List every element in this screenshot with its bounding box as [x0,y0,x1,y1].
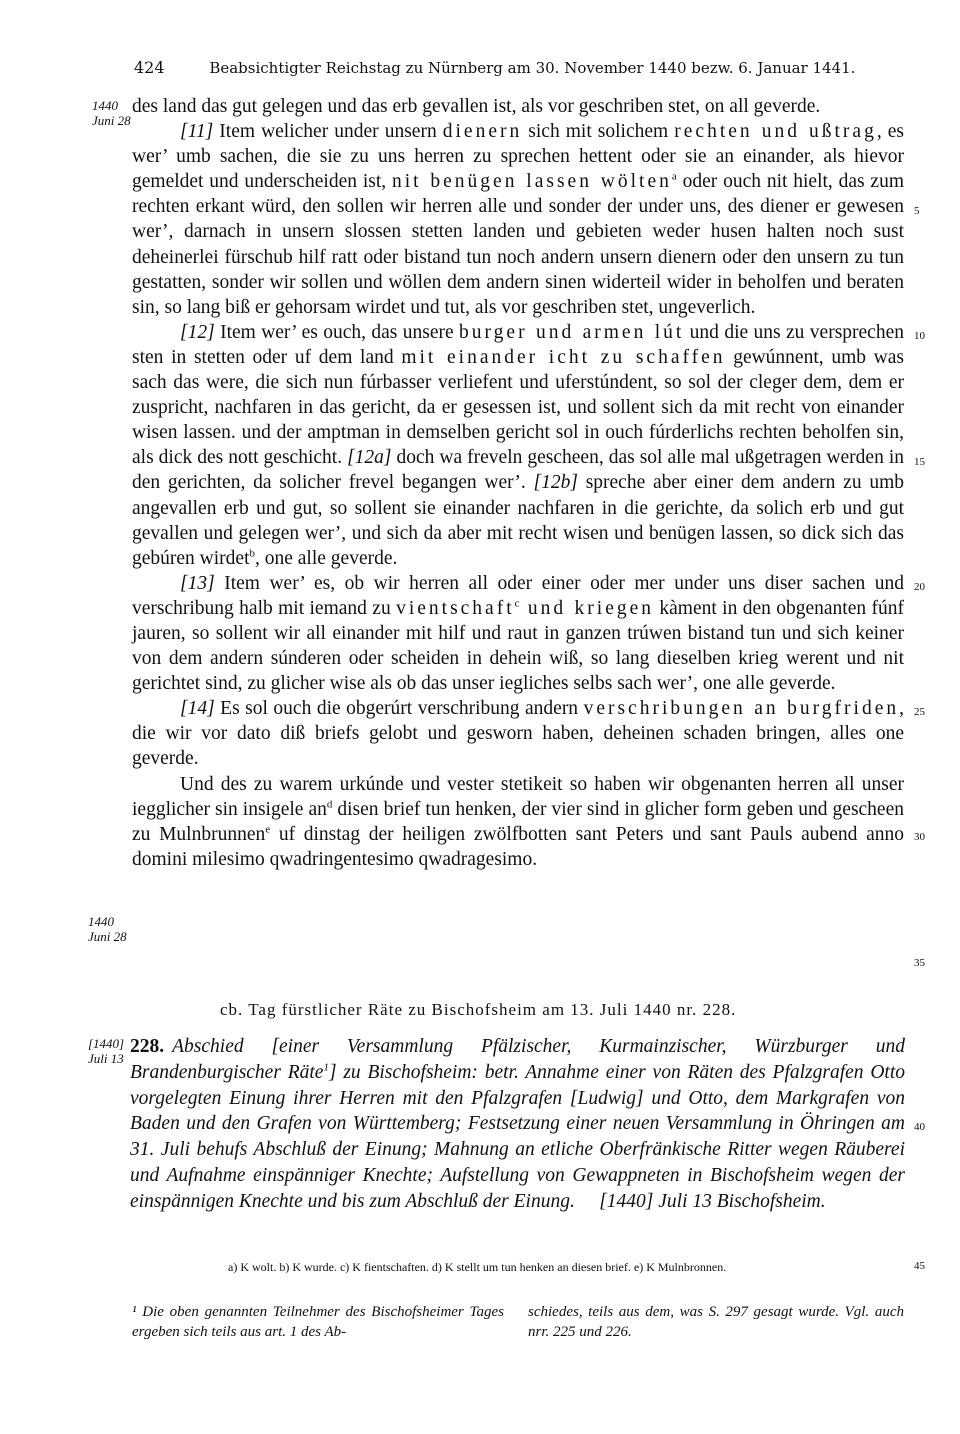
spaced-text: dienern [442,121,523,143]
text: kàment in den obgenanten fúnf jauren, so sollent wir all einander mit hilf und raut in ganzen trúwen bistand tun und sich keiner von dem andern súnderen oder scheiden in dehein wiß, so lang dieselben krieg werent und nit gerichtet sind, zu glicher wise als ob das unser iegliches selbs sach wer’, one alle geverde. [132,597,904,695]
entry-date-place: [1440] Juli 13 Bischofsheim. [599,1190,826,1212]
entry-regest: Abschied [einer Versammlung Pfälzischer, Kurmainzischer, Würzburger und Brandenburgischer Räte [130,1036,905,1083]
spaced-text: mit einander icht zu schaffen [401,346,726,368]
text: sich mit solichem [522,121,675,143]
text: Es sol ouch die obgerúrt verschribung andern [214,698,584,720]
text: oder ouch nit hielt, das zum rechten erkant würd, den sollen wir herren alle und sonder der under uns, des diener er gewesen wer’, darnach in unsern slossen stetten landen und gebieten weder husen halten noch sust deheinerlei fürschub hilf ratt oder bistand tun noch andern unsern dienern oder den unsern zu tun gestatten, sonder wir sollen und wöllen dem andern sinen widerteil wider in beholfen und beraten sin, so lang biß er gehorsam wirdet und tut, als vor geschriben stet, ungeverlich. [132,171,905,318]
section-number: [12] [180,321,215,343]
margin-year: [1440] [88,1036,125,1051]
margin-date-top [92,98,131,128]
document-entry-228 [130,1034,905,1215]
line-number: 40 [914,1121,925,1133]
text: , die wir vor dato diß briefs gelobt und gesworn haben, deheinen schaden bringen, alles one geverde. [132,698,904,770]
margin-year: 1440 [88,914,114,929]
spaced-text: nit benügen lassen wölten [391,171,672,193]
text: Item welicher under unsern [213,121,443,143]
entry-regest-cont: ] zu Bischofsheim: betr. Annahme einer von Räten des Pfalzgrafen Otto vorgelegten Einung ihrer Herren mit den Pfalzgrafen [Ludwig] und Otto, dem Markgrafen von Baden und den Grafen von Württemberg; Festsetzung einer neuen Versammlung in Öhringen am 31. Juli behufs Abschluß der Einung; Mahnung an etliche Oberfränkische Ritter wegen Räuberei und Aufnahme einspänniger Knechte; Aufstellung von Gewappneten in Bischofsheim wegen der einspännigen Knechte und bis zum Abschluß der Einung. [130,1061,905,1212]
text: Item wer’ es, ob wir herren all oder einer oder mer under uns diser sachen und verschribung halb mit iemand zu [132,572,904,619]
section-number: [12a] [347,447,392,469]
margin-day: Juni 28 [92,113,131,128]
footnote-ref-c: c [514,597,520,610]
running-header [134,58,856,77]
line-number: 35 [914,957,925,969]
text: , es wer’ umb sachen, die sie zu uns herren zu sprechen hettent oder sie an einander, als hievor gemeldet und underscheiden ist, [132,121,904,193]
footnote-ref-b: b [249,547,255,560]
paragraph-12 [132,320,904,571]
main-text [132,94,904,872]
text: gewúnnent, umb was sach das were, die sich nun fúrbasser verliefent und uferstúndent, so sol der cleger dem, dem er zuspricht, nachfaren in das gericht, da er gesessen ist, und sollent sich da mit recht von einander wisen lassen. und der amptman in demselben gericht sol in ouch fúrderlichs rechten beholfen sin, als dick des nott geschicht. [132,346,904,469]
page-number: 424 [134,58,165,77]
text: disen brief tun henken, der vier sind in glicher form geben und gescheen zu Mulnbrunnen [132,798,904,845]
apparatus-text: a) K wolt. b) K wurde. c) K fientschaften. d) K stellt um tun henken an diesen brief. e) K Mulnbronnen. [228,1260,727,1274]
spaced-text: und kriegen [519,597,655,619]
footnote-1-right: schiedes, teils aus dem, was S. 297 gesagt wurde. Vgl. auch nrr. 225 und 226. [528,1304,904,1340]
spaced-text: burger und armen lút [459,321,685,343]
text: , one alle geverde. [255,547,398,569]
section-heading: cb. Tag fürstlicher Räte zu Bischofsheim am 13. Juli 1440 nr. 228. [220,1000,737,1019]
text: und die uns zu versprechen sten in stetten oder uf dem land [132,321,904,368]
footnote-ref-e: e [265,823,271,836]
entry-number: 228. [130,1036,165,1057]
line-number: 45 [914,1260,925,1272]
spaced-text: verschribungen an burgfriden [583,698,900,720]
paragraph-11 [132,119,904,320]
line-number: 30 [914,831,925,843]
footnote-1-left: ¹ Die oben genannten Teilnehmer des Bischofsheimer Tages ergeben sich teils aus art. 1 des Ab- [132,1304,504,1340]
margin-day: Juli 13 [88,1051,124,1066]
line-number: 20 [914,581,925,593]
line-number: 10 [914,330,925,342]
footnote-ref-1: 1 [323,1061,329,1074]
line-number: 15 [914,456,925,468]
section-number: [14] [180,698,215,720]
margin-date-entry [88,1036,124,1066]
margin-day: Juni 28 [88,929,127,944]
section-number: [13] [180,572,215,594]
paragraph-13 [132,571,904,696]
paragraph-closing [132,772,904,872]
footnote-ref-d: d [326,798,333,811]
paragraph-14 [132,696,904,771]
text: Und des zu warem urkúnde und vester stetikeit so haben wir obgenanten herren all unser iegglicher sin insigele an [132,773,904,820]
paragraph-continued: des land das gut gelegen und das erb gevallen ist, als vor geschriben stet, on all geverde. [132,96,821,117]
spaced-text: vientschaft [396,597,515,619]
margin-year: 1440 [92,98,118,113]
spaced-text: rechten und ußtrag [674,121,877,143]
margin-date-mid [88,914,127,944]
text: doch wa freveln gescheen, das sol alle mal ußgetragen werden in den gerichten, da solicher frevel begangen wer’. [132,447,905,494]
section-number: [11] [180,121,214,143]
footnote-ref-a: a [671,170,677,183]
text: Item wer’ es ouch, das unsere [214,321,460,343]
line-number: 25 [914,706,925,718]
section-number: [12b] [533,472,578,494]
text: spreche aber einer dem andern zu umb angevallen erb und gut, so sollent sie einander nachfaren in die gerichte, da solich erb und gut gevallen und gelegen wer’, und sich da aber mit recht wisen und benügen lassen, so dick sich das gebúren wirdet [132,472,904,569]
text: uf dinstag der heiligen zwölfbotten sant Peters und sant Pauls aubend anno domini milesimo qwadringentesimo qwadragesimo. [132,823,904,870]
running-title: Beabsichtigter Reichstag zu Nürnberg am 30. November 1440 bezw. 6. Januar 1441. [209,59,856,77]
critical-apparatus [228,1260,928,1275]
line-number: 5 [914,205,920,217]
